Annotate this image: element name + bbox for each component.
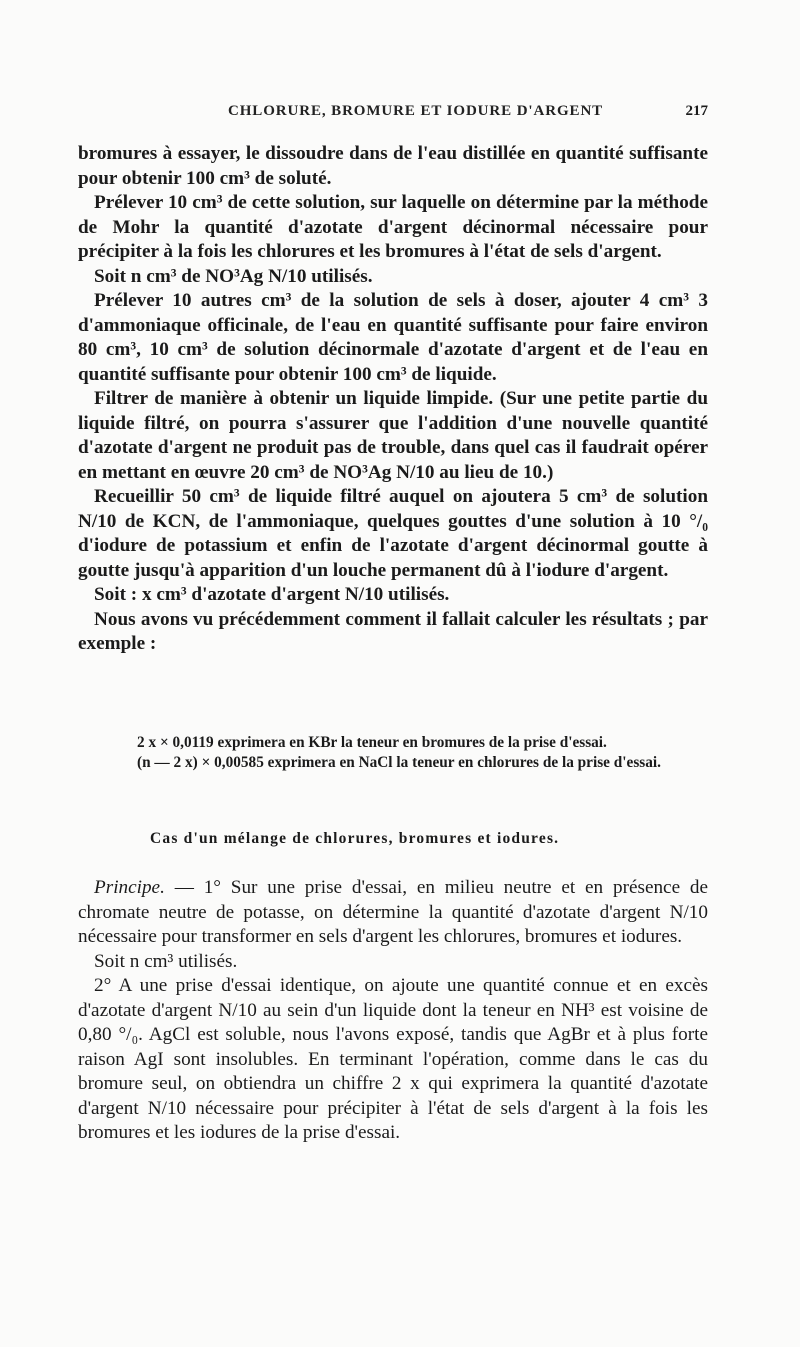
page-number: 217: [685, 103, 708, 119]
paragraph: Filtrer de manière à obtenir un liquide limpide. (Sur une petite partie du liquide filtré, on pourra s'assurer que l'addition d'une nouvelle quantité d'azotate d'argent ne produit pas de trouble, dans quel cas il faudrait opérer en mettant en œuvre 20 cm³ de NO³Ag N/10 au lieu de 10.): [78, 388, 708, 483]
paragraph: Soit n cm³ de NO³Ag N/10 utilisés.: [94, 265, 373, 287]
lower-text-block: [78, 876, 708, 1146]
paragraph: Nous avons vu précédemment comment il fallait calculer les résultats ; par exemple :: [78, 608, 708, 654]
principle-text: — 1° Sur une prise d'essai, en milieu neutre et en présence de chromate neutre de potasse, on détermine la quantité d'azotate d'argent N/10 nécessaire pour transformer en sels d'argent les chlorures, bromures et iodures.: [78, 877, 709, 947]
upper-text-block: [78, 142, 708, 657]
paragraph: 2° A une prise d'essai identique, on ajoute une quantité connue et en excès d'azotate d'argent N/10 au sein d'un liquide dont la teneur en NH³ est voisine de 0,80 °/₀. AgCl est soluble, nous l'avons exposé, tandis que AgBr et à plus forte raison AgI sont insolubles. En terminant l'opération, comme dans le cas du bromure seul, on obtiendra un chiffre 2 x qui exprimera la quantité d'azotate d'argent N/10 nécessaire pour précipiter à l'état de sels d'argent à la fois les bromures et les iodures de la prise d'essai.: [78, 975, 708, 1143]
paragraph: Recueillir 50 cm³ de liquide filtré auquel on ajoutera 5 cm³ de solution N/10 de KCN, de l'ammoniaque, quelques gouttes d'une solution à 10 °/₀ d'iodure de potassium et enfin de l'azotate d'argent décinormal goutte à goutte jusqu'à apparition d'un louche permanent dû à l'iodure d'argent.: [78, 486, 708, 581]
running-title: CHLORURE, BROMURE ET IODURE D'ARGENT: [228, 103, 604, 119]
formula-block: [137, 733, 703, 773]
paragraph: [78, 876, 708, 950]
paragraph: Soit n cm³ utilisés.: [94, 950, 238, 972]
paragraph: Prélever 10 autres cm³ de la solution de sels à doser, ajouter 4 cm³ 3 d'ammoniaque officinale, de l'eau en quantité suffisante pour faire environ 80 cm³, 10 cm³ de solution décinormale d'azotate d'argent et de l'eau en quantité suffisante pour obtenir 100 cm³ de liquide.: [78, 290, 708, 385]
page-header: [78, 103, 708, 125]
paragraph: bromures à essayer, le dissoudre dans de l'eau distillée en quantité suffisante pour obtenir 100 cm³ de soluté.: [78, 143, 708, 189]
formula-line: 2 x × 0,0119 exprimera en KBr la teneur en bromures de la prise d'essai.: [137, 734, 607, 751]
formula-line: (n — 2 x) × 0,00585 exprimera en NaCl la teneur en chlorures de la prise d'essai.: [137, 754, 661, 771]
principle-label: Principe.: [94, 877, 165, 898]
paragraph: Soit : x cm³ d'azotate d'argent N/10 utilisés.: [94, 584, 450, 605]
section-title: Cas d'un mélange de chlorures, bromures et iodures.: [150, 830, 560, 847]
paragraph: Prélever 10 cm³ de cette solution, sur laquelle on détermine par la méthode de Mohr la quantité d'azotate d'argent décinormal nécessaire pour précipiter à la fois les chlorures et les bromures à l'état de sels d'argent.: [78, 192, 708, 262]
